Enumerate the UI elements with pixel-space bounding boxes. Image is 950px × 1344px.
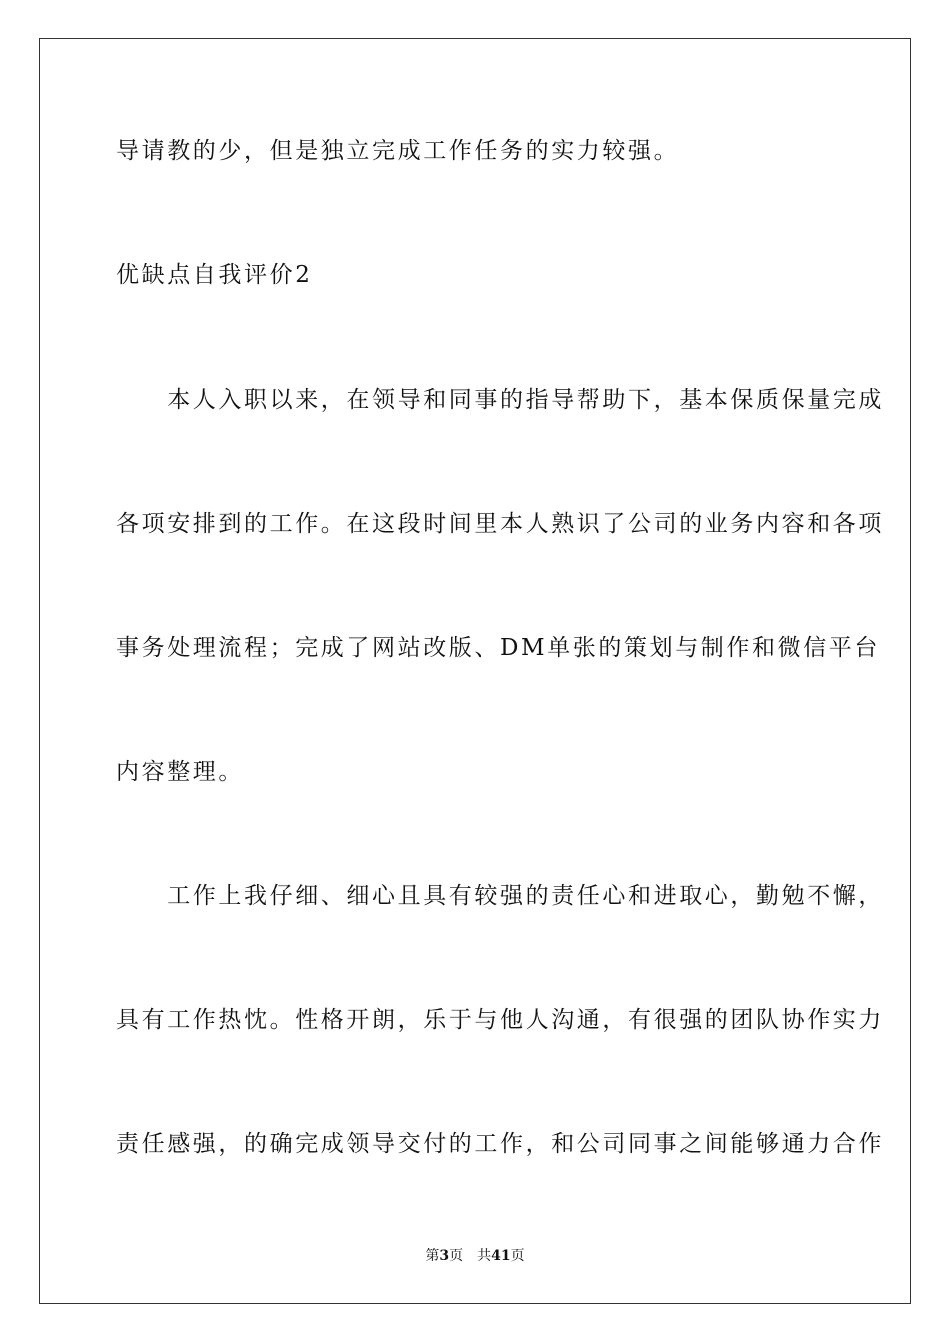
- section-heading: 优缺点自我评价2: [116, 262, 313, 288]
- text-line: 具有工作热忱。性格开朗，乐于与他人沟通，有很强的团队协作实力: [116, 1007, 884, 1033]
- page-border: [39, 38, 911, 1304]
- page-suffix: 页: [449, 1248, 464, 1264]
- text-line: 导请教的少，但是独立完成工作任务的实力较强。: [116, 138, 680, 164]
- total-suffix: 页: [510, 1248, 525, 1264]
- text-line: 工作上我仔细、细心且具有较强的责任心和进取心，勤勉不懈，: [116, 883, 884, 909]
- text-line: 本人入职以来，在领导和同事的指导帮助下，基本保质保量完成: [116, 387, 884, 413]
- total-pages: 41: [491, 1248, 511, 1264]
- page-prefix: 第: [425, 1248, 440, 1264]
- text-line: 责任感强，的确完成领导交付的工作，和公司同事之间能够通力合作: [116, 1131, 884, 1157]
- text-line: 各项安排到的工作。在这段时间里本人熟识了公司的业务内容和各项: [116, 511, 884, 537]
- total-prefix: 共: [477, 1248, 492, 1264]
- page-footer: [0, 1246, 950, 1266]
- page-number: 3: [439, 1248, 450, 1264]
- text-line: 事务处理流程；完成了网站改版、DM单张的策划与制作和微信平台: [116, 635, 880, 661]
- text-line: 内容整理。: [116, 759, 244, 785]
